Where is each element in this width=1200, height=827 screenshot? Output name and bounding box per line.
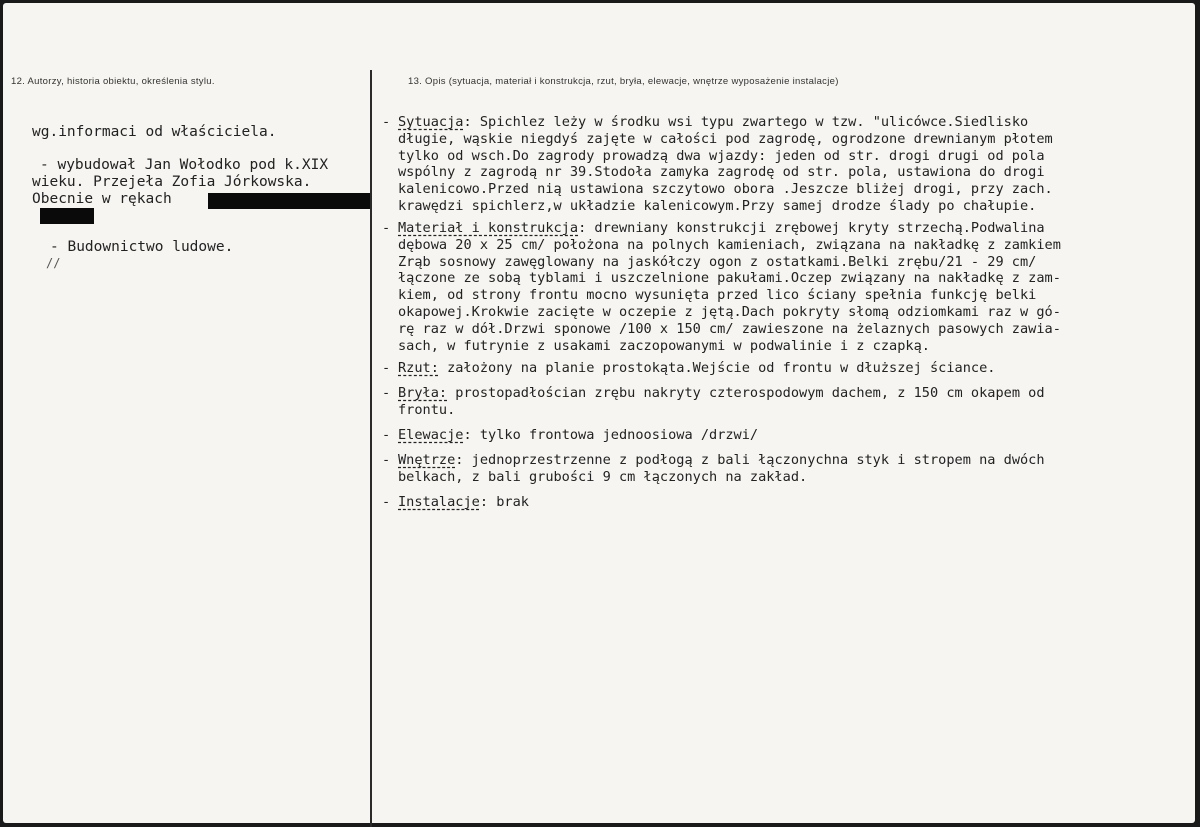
section-elewacje: - Elewacje: tylko frontowa jednoosiowa /drzwi/	[382, 427, 759, 443]
left-history-line-1: - wybudował Jan Wołodko pod k.XIX	[40, 157, 329, 173]
header-left: 12. Autorzy, historia obiektu, określenia stylu.	[11, 76, 215, 87]
label-elewacje: Elewacje	[398, 427, 464, 443]
left-source-line: wg.informaci od właściciela.	[32, 124, 277, 140]
pencil-mark: //	[46, 256, 61, 270]
section-rzut: - Rzut: założony na planie prostokąta.Wejście od frontu w dłuższej ściance.	[382, 360, 996, 376]
label-bryla: Bryła:	[398, 385, 448, 401]
label-sytuacja: Sytuacja	[398, 114, 464, 130]
left-history-line-2: wieku. Przejeła Zofia Jórkowska.	[32, 174, 312, 190]
redaction-bar-2	[40, 208, 94, 224]
label-rzut: Rzut:	[398, 360, 439, 376]
section-sytuacja: - Sytuacja: Spichlez leży w środku wsi typu zwartego w tzw. "ulicówce.Siedlisko długie, wąskie niegdyś zajęte w całości pod zagrodę, ogrodzone drewnianym płotem tylko od wsch.Do zagrody prowadzą dwa wjazdy: jeden od str. drogi drugi od pola wspólny z zagrodą nr 39.Stodoła zamyka zagrodę od str. pola, ustawiona do drogi kalenicowo.Przed nią ustawiona szczytowo obora .Jeszcze bliżej drogi, przy zach. krawędzi spichlerz,w układzie kalenicowym.Przy samej drodze ślady po chałupie.	[382, 114, 1053, 214]
section-wnetrze: - Wnętrze: jednoprzestrzenne z podłogą z bali łączonychna styk i stropem na dwóch belkach, z bali grubości 9 cm łączonych na zakład.	[382, 452, 1045, 485]
section-bryla: - Bryła: prostopadłościan zrębu nakryty czterospodowym dachem, z 150 cm okapem od frontu.	[382, 385, 1045, 418]
left-history-line-3: Obecnie w rękach	[32, 191, 172, 207]
label-instalacje: Instalacje	[398, 494, 480, 510]
column-divider	[370, 70, 372, 827]
label-wnetrze: Wnętrze	[398, 452, 456, 468]
left-style-line: - Budownictwo ludowe.	[50, 239, 234, 255]
redaction-bar	[208, 193, 370, 209]
label-material: Materiał i konstrukcja	[398, 220, 579, 236]
section-instalacje: - Instalacje: brak	[382, 494, 529, 510]
section-material: - Materiał i konstrukcja: drewniany konstrukcji zrębowej kryty strzechą.Podwalina dębowa 20 x 25 cm/ położona na polnych kamieniach, związana na nakładkę z zamkiem Zrąb sosnowy zawęglowany na jaskółczy ogon z ostatkami.Belki zrębu/21 - 29 cm/ łączone ze sobą tyblami i uszczelnione pakułami.Oczep związany na nakładkę z zam- kiem, od strony frontu mocno wysunięta przed lico ściany spełnia funkcję belki okapowej.Krokwie zacięte w oczepie z jętą.Dach pokryty słomą odziomkami raz w gó- rę raz w dół.Drzwi sponowe /100 x 150 cm/ zawieszone na żelaznych pasowych zawia- sach, w futrynie z usakami zaczopowanymi w podwalinie i z czapką.	[382, 220, 1061, 354]
header-right: 13. Opis (sytuacja, materiał i konstrukcja, rzut, bryła, elewacje, wnętrze wyposażenie instalacje)	[408, 76, 839, 87]
